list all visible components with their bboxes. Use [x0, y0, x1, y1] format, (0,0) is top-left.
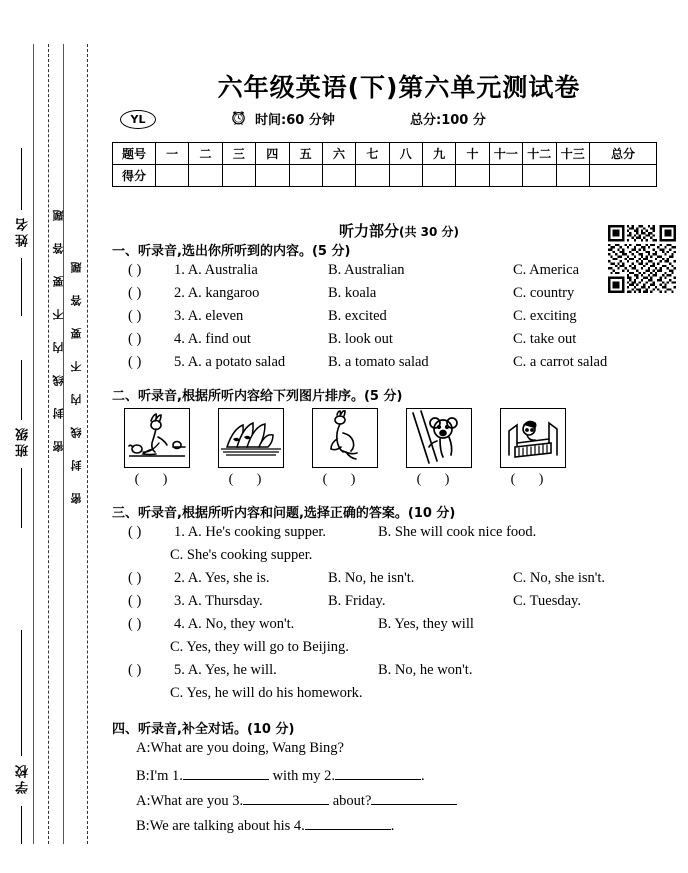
- score-table-cell[interactable]: [523, 165, 556, 187]
- answer-blank[interactable]: ( ): [128, 262, 142, 278]
- seal-legend-inner: 密封线内不要答题: [70, 240, 83, 504]
- dialogue-speaker: B:: [136, 768, 150, 784]
- answer-blank[interactable]: ( ): [128, 308, 142, 324]
- score-table-cell[interactable]: [189, 165, 222, 187]
- section-1-heading: 一、听录音,选出你所听到的内容。(5 分): [112, 244, 351, 259]
- fill-in-blank[interactable]: [243, 790, 329, 805]
- alarm-clock-icon: [230, 109, 247, 126]
- class-field-label: 班级: [16, 425, 31, 457]
- name-field-rule-bottom: [21, 258, 22, 316]
- question-row: [128, 285, 259, 307]
- dialogue-text: What are you 3.: [150, 793, 244, 809]
- score-table-col-header: 五: [289, 143, 322, 165]
- option-c[interactable]: C. country: [513, 285, 575, 301]
- question-row: [128, 662, 277, 684]
- school-field-label: 学校: [16, 762, 31, 794]
- fill-in-blank[interactable]: [335, 765, 421, 780]
- score-table-cell[interactable]: [456, 165, 489, 187]
- fill-in-blank[interactable]: [371, 790, 457, 805]
- score-table-row-label: 得分: [113, 165, 156, 187]
- dialogue-text: with my 2.: [268, 768, 335, 784]
- picture-order-blank[interactable]: ( ): [228, 472, 272, 487]
- exam-duration: 时间:60 分钟: [255, 113, 335, 128]
- answer-blank[interactable]: ( ): [128, 285, 142, 301]
- score-table-col-header: 八: [389, 143, 422, 165]
- answer-blank[interactable]: ( ): [128, 616, 142, 632]
- option-b[interactable]: B. She will cook nice food.: [378, 524, 537, 540]
- exam-meta-row: [110, 108, 680, 132]
- option-a[interactable]: A. kangaroo: [187, 285, 260, 301]
- score-table-header-row: [113, 143, 657, 165]
- score-table-col-header: 七: [356, 143, 389, 165]
- option-a[interactable]: A. No, they won't.: [187, 616, 295, 632]
- seal-dashed-rule-2: [87, 44, 88, 844]
- picture-order-blank[interactable]: ( ): [510, 472, 554, 487]
- score-table-cell[interactable]: [489, 165, 522, 187]
- school-field-rule-top: [21, 630, 22, 756]
- answer-blank[interactable]: ( ): [128, 593, 142, 609]
- listening-part-points: (共 30 分): [398, 225, 460, 239]
- option-a[interactable]: A. Yes, he will.: [187, 662, 277, 678]
- option-b[interactable]: B. excited: [328, 308, 387, 324]
- dialogue-line: [136, 790, 457, 810]
- option-c[interactable]: C. Yes, he will do his homework.: [170, 685, 363, 701]
- option-a[interactable]: A. a potato salad: [187, 354, 286, 370]
- dialogue-speaker: A:: [136, 740, 151, 756]
- score-table-col-header: 总分: [590, 143, 657, 165]
- option-a[interactable]: A. He's cooking supper.: [187, 524, 327, 540]
- answer-blank[interactable]: ( ): [128, 662, 142, 678]
- picture-kangaroo-standing: [312, 408, 378, 468]
- option-a[interactable]: A. eleven: [187, 308, 244, 324]
- option-c[interactable]: C. She's cooking supper.: [170, 547, 313, 563]
- dialogue-text: about?: [329, 793, 372, 809]
- option-a[interactable]: A. find out: [187, 331, 251, 347]
- picture-boy-in-bed: [500, 408, 566, 468]
- score-table-cell[interactable]: [556, 165, 590, 187]
- option-b[interactable]: B. Yes, they will: [378, 616, 474, 632]
- score-table-col-header: 十三: [556, 143, 590, 165]
- question-row: [128, 331, 251, 353]
- option-c[interactable]: C. Yes, they will go to Beijing.: [170, 639, 349, 655]
- fill-in-blank[interactable]: [183, 765, 269, 780]
- picture-order-blank[interactable]: ( ): [322, 472, 366, 487]
- dialogue-text: We are talking about his 4.: [149, 818, 305, 834]
- score-table: [112, 142, 657, 187]
- exam-total-score: 总分:100 分: [410, 113, 486, 128]
- option-b[interactable]: B. a tomato salad: [328, 354, 429, 370]
- dialogue-line: [136, 740, 344, 757]
- dialogue-text: I'm 1.: [149, 768, 183, 784]
- option-b[interactable]: B. look out: [328, 331, 393, 347]
- name-field-label: 姓名: [16, 215, 31, 247]
- option-c[interactable]: C. a carrot salad: [513, 354, 608, 370]
- picture-order-blank[interactable]: ( ): [416, 472, 460, 487]
- question-number: 2.: [174, 285, 188, 301]
- score-table-cell[interactable]: [423, 165, 456, 187]
- picture-order-blank[interactable]: ( ): [134, 472, 178, 487]
- score-table-col-header: 二: [189, 143, 222, 165]
- paper-content: [110, 0, 688, 873]
- score-table-value-row: [113, 165, 657, 187]
- score-table-cell[interactable]: [389, 165, 422, 187]
- answer-blank[interactable]: ( ): [128, 331, 142, 347]
- score-table-cell[interactable]: [222, 165, 255, 187]
- option-c[interactable]: C. No, she isn't.: [513, 570, 606, 586]
- section-4-heading: 四、听录音,补全对话。(10 分): [112, 722, 295, 737]
- dialogue-text: .: [421, 768, 425, 784]
- dialogue-text: .: [390, 818, 395, 834]
- listening-part-title: [110, 220, 688, 241]
- score-table-col-header: 十: [456, 143, 489, 165]
- dialogue-line: [136, 765, 425, 785]
- score-table-cell[interactable]: [322, 165, 355, 187]
- dialogue-line: [136, 815, 394, 835]
- question-number: 5.: [174, 354, 188, 370]
- option-a[interactable]: A. Australia: [187, 262, 258, 278]
- question-number: 4.: [174, 331, 188, 347]
- question-row: [128, 616, 294, 638]
- question-number: 2.: [174, 570, 188, 586]
- option-b[interactable]: B. Friday.: [328, 593, 386, 609]
- score-table-col-header: 一: [156, 143, 189, 165]
- seal-margin: [0, 0, 110, 873]
- question-number: 1.: [174, 524, 188, 540]
- option-c[interactable]: C. exciting: [513, 308, 577, 324]
- option-c[interactable]: C. take out: [513, 331, 577, 347]
- qr-code-icon: [608, 225, 676, 293]
- school-field-rule-bottom: [21, 806, 22, 844]
- question-row: [128, 308, 243, 330]
- question-row: [128, 354, 285, 376]
- score-table-col-header: 九: [423, 143, 456, 165]
- picture-kangaroo: [124, 408, 190, 468]
- name-field-rule-top: [21, 148, 22, 210]
- option-c[interactable]: C. America: [513, 262, 580, 278]
- fill-in-blank[interactable]: [305, 815, 391, 830]
- question-number: 5.: [174, 662, 188, 678]
- seal-rule-1: [33, 44, 34, 844]
- score-table-col-header: 六: [322, 143, 355, 165]
- section-3-heading: 三、听录音,根据所听内容和问题,选择正确的答案。(10 分): [112, 506, 456, 521]
- page-title: 六年级英语(下)第六单元测试卷: [217, 73, 581, 102]
- listening-part-label: 听力部分: [338, 222, 399, 240]
- picture-koala-on-tree: [406, 408, 472, 468]
- picture-sydney-opera-house: [218, 408, 284, 468]
- publisher-badge: YL: [120, 110, 156, 129]
- score-table-col-header: 四: [256, 143, 289, 165]
- question-number: 3.: [174, 593, 188, 609]
- option-b[interactable]: B. No, he isn't.: [328, 570, 415, 586]
- score-table-cell[interactable]: [156, 165, 189, 187]
- question-row: [128, 524, 326, 546]
- score-table-col-header: 三: [222, 143, 255, 165]
- class-field-rule-bottom: [21, 468, 22, 528]
- class-field-rule-top: [21, 360, 22, 420]
- answer-blank[interactable]: ( ): [128, 570, 142, 586]
- score-table-col-header: 十一: [489, 143, 522, 165]
- option-a[interactable]: A. Thursday.: [187, 593, 263, 609]
- score-table-cell[interactable]: [289, 165, 322, 187]
- option-a[interactable]: A. Yes, she is.: [187, 570, 270, 586]
- question-number: 4.: [174, 616, 188, 632]
- option-b[interactable]: B. Australian: [328, 262, 405, 278]
- option-b[interactable]: B. koala: [328, 285, 377, 301]
- dialogue-speaker: A:: [136, 793, 151, 809]
- question-row: [128, 262, 258, 284]
- answer-blank[interactable]: ( ): [128, 524, 142, 540]
- option-b[interactable]: B. No, he won't.: [378, 662, 473, 678]
- score-table-cell[interactable]: [356, 165, 389, 187]
- answer-blank[interactable]: ( ): [128, 354, 142, 370]
- score-table-row-label: 题号: [113, 143, 156, 165]
- seal-legend-outer: 密封线内不要答题: [52, 188, 65, 452]
- score-table-col-header: 十二: [523, 143, 556, 165]
- score-table-cell[interactable]: [590, 165, 657, 187]
- question-number: 1.: [174, 262, 188, 278]
- dialogue-text: What are you doing, Wang Bing?: [150, 740, 344, 756]
- section-2-heading: 二、听录音,根据所听内容给下列图片排序。(5 分): [112, 389, 403, 404]
- question-row: [128, 570, 270, 592]
- question-row: [128, 593, 263, 615]
- score-table-cell[interactable]: [256, 165, 289, 187]
- seal-dashed-rule-1: [48, 44, 49, 844]
- dialogue-speaker: B:: [136, 818, 150, 834]
- option-c[interactable]: C. Tuesday.: [513, 593, 581, 609]
- question-number: 3.: [174, 308, 188, 324]
